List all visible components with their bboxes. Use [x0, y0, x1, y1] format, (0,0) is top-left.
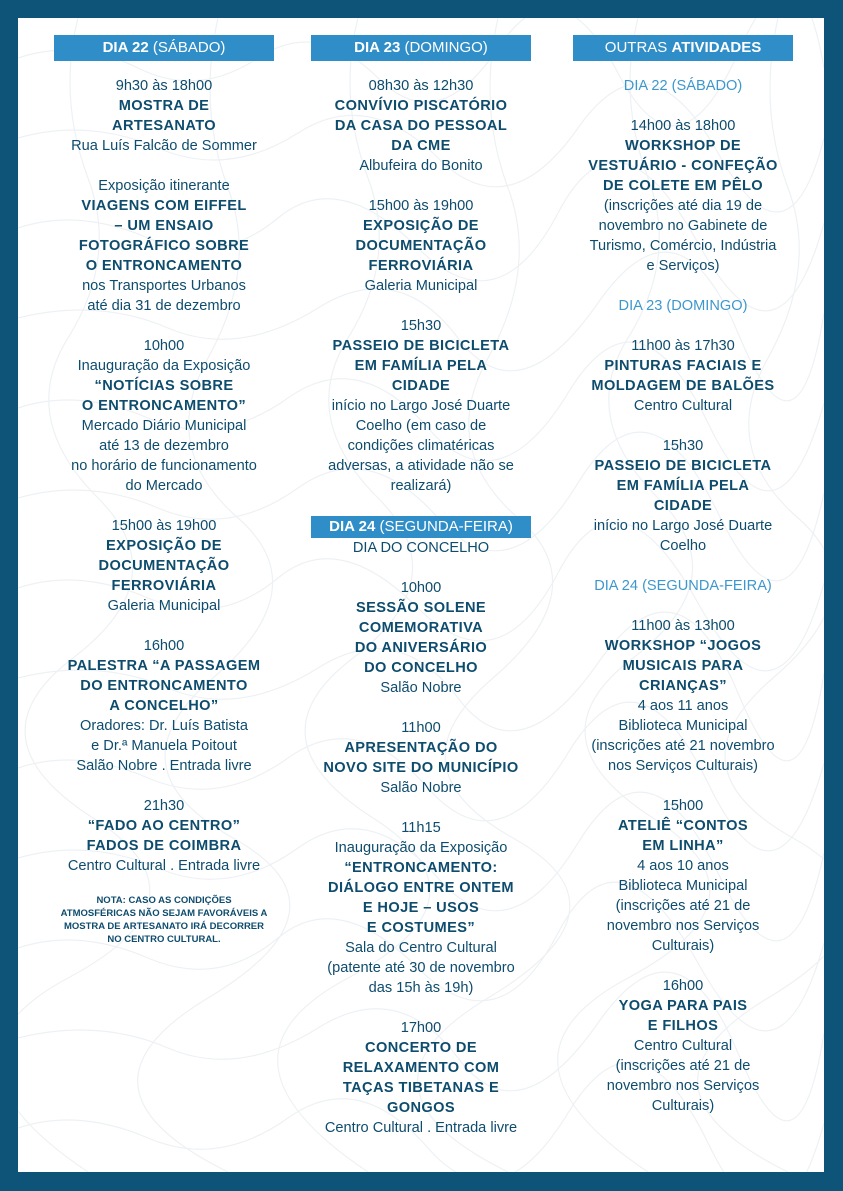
event-title: SESSÃO SOLENE — [355, 600, 487, 616]
event-title: EM FAMÍLIA PELA — [616, 478, 750, 494]
event-title: VIAGENS COM EIFFEL — [81, 198, 247, 214]
event-detail: condições climatéricas — [347, 438, 495, 454]
event-detail: Centro Cultural . Entrada livre — [67, 858, 261, 874]
day-subheading: DIA 23 (DOMINGO) — [618, 298, 748, 314]
event-title: EXPOSIÇÃO DE — [106, 538, 222, 554]
event-item — [573, 976, 793, 1116]
event-time: 15h00 — [662, 798, 704, 814]
event-title: WORKSHOP DE — [624, 138, 742, 154]
column-day-23 — [311, 35, 531, 1158]
event-title: CIDADE — [653, 498, 713, 514]
event-detail: Sala do Centro Cultural — [345, 940, 497, 956]
event-title: “ENTRONCAMENTO: — [344, 860, 498, 876]
event-title: COMEMORATIVA — [358, 620, 484, 636]
event-time: 9h30 às 18h00 — [115, 78, 213, 94]
event-title: FOTOGRÁFICO SOBRE — [78, 238, 250, 254]
event-item — [54, 176, 274, 316]
event-time: 11h00 às 17h30 — [631, 338, 735, 354]
event-title: PASSEIO DE BICICLETA — [332, 338, 510, 354]
event-detail: Centro Cultural — [633, 398, 733, 414]
event-item — [573, 116, 793, 276]
event-item — [311, 316, 531, 496]
event-detail: nos Serviços Culturais) — [607, 758, 759, 774]
event-title: E HOJE – USOS — [362, 900, 480, 916]
header-day-24 — [311, 516, 531, 538]
event-title: MOLDAGEM DE BALÕES — [591, 378, 775, 394]
header-day-22-rest: (SÁBADO) — [148, 39, 226, 56]
event-time: 11h15 — [401, 820, 441, 836]
event-detail: Turismo, Comércio, Indústria — [589, 238, 777, 254]
note-block — [54, 894, 274, 946]
event-time: Inauguração da Exposição — [77, 358, 251, 374]
event-title: CONCERTO DE — [365, 1040, 477, 1056]
column-day-22 — [54, 35, 274, 946]
event-item — [573, 336, 793, 416]
event-item — [54, 336, 274, 496]
event-detail: Oradores: Dr. Luís Batista — [80, 718, 248, 734]
event-title: FADOS DE COIMBRA — [86, 838, 242, 854]
event-time: 17h00 — [400, 1020, 442, 1036]
event-detail: 4 aos 11 anos — [637, 698, 729, 714]
event-title: E COSTUMES” — [366, 920, 476, 936]
event-item — [311, 718, 531, 798]
event-time: 10h00 — [400, 580, 442, 596]
event-detail: das 15h às 19h) — [368, 980, 474, 996]
header-day-22 — [54, 35, 274, 61]
event-title: CONVÍVIO PISCATÓRIO — [334, 98, 508, 114]
event-title: DOCUMENTAÇÃO — [98, 558, 230, 574]
event-detail: adversas, a atividade não se — [328, 458, 514, 474]
event-title: APRESENTAÇÃO DO — [344, 740, 498, 756]
event-title: DO ENTRONCAMENTO — [80, 678, 248, 694]
event-detail: (inscrições até 21 novembro — [591, 738, 775, 754]
event-item — [311, 818, 531, 998]
event-title: A CONCELHO” — [109, 698, 219, 714]
event-detail: Centro Cultural . Entrada livre — [324, 1120, 518, 1136]
header-other-activities — [573, 35, 793, 61]
event-title: EM FAMÍLIA PELA — [354, 358, 488, 374]
event-title: – UM ENSAIO — [114, 218, 214, 234]
event-title: O ENTRONCAMENTO — [85, 258, 243, 274]
event-title: MOSTRA DE — [118, 98, 210, 114]
event-title: DO ANIVERSÁRIO — [354, 640, 488, 656]
event-detail: novembro no Gabinete de — [598, 218, 768, 234]
header-day-23-rest: (DOMINGO) — [400, 39, 488, 56]
event-detail: Centro Cultural — [633, 1038, 733, 1054]
event-title: VESTUÁRIO - CONFEÇÃO — [588, 158, 778, 174]
program-page — [18, 18, 824, 1172]
day-subheading: DIA 24 (SEGUNDA-FEIRA) — [594, 578, 772, 594]
header-other-bold: ATIVIDADES — [671, 39, 762, 56]
event-title: “NOTÍCIAS SOBRE — [94, 378, 234, 394]
event-title: WORKSHOP “JOGOS — [604, 638, 762, 654]
event-time: 10h00 — [143, 338, 185, 354]
event-time: 08h30 às 12h30 — [368, 78, 474, 94]
event-detail: (inscrições até 21 de — [615, 898, 751, 914]
day-subheading: DIA 22 (SÁBADO) — [623, 78, 743, 94]
event-detail: (inscrições até 21 de — [615, 1058, 751, 1074]
event-detail: Coelho (em caso de — [355, 418, 487, 434]
event-detail: Culturais) — [651, 938, 715, 954]
header-day-24-rest: (SEGUNDA-FEIRA) — [375, 518, 513, 535]
column-other-activities — [573, 35, 793, 1136]
event-detail: novembro nos Serviços — [606, 1078, 760, 1094]
event-time: Exposição itinerante — [98, 178, 230, 194]
event-time: 15h30 — [400, 318, 442, 334]
event-detail: Culturais) — [651, 1098, 715, 1114]
event-title: “FADO AO CENTRO” — [87, 818, 241, 834]
event-item — [311, 1018, 531, 1138]
event-title: PASSEIO DE BICICLETA — [594, 458, 772, 474]
event-title: PINTURAS FACIAIS E — [604, 358, 762, 374]
event-detail: Mercado Diário Municipal — [81, 418, 247, 434]
event-title: NOVO SITE DO MUNICÍPIO — [323, 760, 519, 776]
header-day-23 — [311, 35, 531, 61]
event-time: 16h00 — [143, 638, 185, 654]
event-item — [573, 436, 793, 556]
header-day-22-bold: DIA 22 — [102, 39, 149, 56]
event-title: E FILHOS — [647, 1018, 719, 1034]
event-detail: início no Largo José Duarte — [593, 518, 773, 534]
event-item — [573, 616, 793, 776]
event-detail: 4 aos 10 anos — [637, 858, 729, 874]
event-title: MUSICAIS PARA — [622, 658, 744, 674]
event-detail: Galeria Municipal — [107, 598, 221, 614]
event-title: DA CASA DO PESSOAL — [334, 118, 508, 134]
event-detail: realizará) — [390, 478, 452, 494]
event-time: 11h00 às 13h00 — [631, 618, 735, 634]
event-detail: novembro nos Serviços — [606, 918, 760, 934]
note-line: NO CENTRO CULTURAL. — [107, 934, 221, 945]
event-detail: do Mercado — [125, 478, 203, 494]
event-detail: Coelho — [659, 538, 707, 554]
event-item — [54, 636, 274, 776]
header-other-rest: OUTRAS — [604, 39, 672, 56]
event-title: ATELIÊ “CONTOS — [618, 818, 748, 834]
event-time: 15h30 — [662, 438, 704, 454]
event-title: CIDADE — [391, 378, 451, 394]
event-time: 15h00 às 19h00 — [368, 198, 474, 214]
event-item — [311, 76, 531, 176]
event-time: 15h00 às 19h00 — [111, 518, 217, 534]
event-title: O ENTRONCAMENTO” — [81, 398, 247, 414]
note-line: ATMOSFÉRICAS NÃO SEJAM FAVORÁVEIS A — [60, 908, 268, 919]
event-title: FERROVIÁRIA — [111, 578, 217, 594]
event-time: 11h00 — [401, 720, 441, 736]
event-time: 21h30 — [143, 798, 185, 814]
event-title: GONGOS — [386, 1100, 456, 1116]
event-detail: Salão Nobre — [380, 680, 462, 696]
event-detail: (inscrições até dia 19 de — [603, 198, 763, 214]
event-detail: Rua Luís Falcão de Sommer — [71, 138, 257, 154]
event-title: CRIANÇAS” — [639, 678, 727, 694]
event-detail: e Dr.ª Manuela Poitout — [91, 738, 237, 754]
event-detail: e Serviços) — [646, 258, 720, 274]
event-detail: Salão Nobre — [380, 780, 462, 796]
event-title: DA CME — [391, 138, 451, 154]
note-line: MOSTRA DE ARTESANATO IRÁ DECORRER — [63, 921, 265, 932]
event-time: 14h00 às 18h00 — [630, 118, 736, 134]
event-time: Inauguração da Exposição — [334, 840, 508, 856]
header-day-24-bold: DIA 24 — [329, 518, 376, 535]
event-detail: Salão Nobre . Entrada livre — [76, 758, 252, 774]
event-title: ARTESANATO — [112, 118, 216, 134]
event-detail: (patente até 30 de novembro — [327, 960, 515, 976]
event-title: DIÁLOGO ENTRE ONTEM — [328, 880, 514, 896]
note-line: NOTA: CASO AS CONDIÇÕES — [96, 895, 232, 906]
event-detail: Galeria Municipal — [364, 278, 478, 294]
day-24-subtitle: DIA DO CONCELHO — [352, 540, 490, 556]
event-item — [311, 196, 531, 296]
event-item — [311, 578, 531, 698]
event-item — [54, 796, 274, 876]
event-title: EXPOSIÇÃO DE — [363, 218, 479, 234]
event-item — [54, 516, 274, 616]
event-title: PALESTRA “A PASSAGEM — [67, 658, 261, 674]
event-title: RELAXAMENTO COM — [342, 1060, 500, 1076]
event-detail: no horário de funcionamento — [71, 458, 257, 474]
event-detail: até 13 de dezembro — [99, 438, 229, 454]
event-detail: até dia 31 de dezembro — [87, 298, 241, 314]
event-title: DO CONCELHO — [364, 660, 478, 676]
header-day-23-bold: DIA 23 — [354, 39, 401, 56]
event-item — [573, 796, 793, 956]
event-title: EM LINHA” — [642, 838, 724, 854]
event-detail: Biblioteca Municipal — [618, 878, 748, 894]
event-time: 16h00 — [662, 978, 704, 994]
event-detail: Albufeira do Bonito — [359, 158, 483, 174]
event-detail: início no Largo José Duarte — [331, 398, 511, 414]
event-detail: nos Transportes Urbanos — [82, 278, 246, 294]
event-title: FERROVIÁRIA — [368, 258, 474, 274]
event-title: DOCUMENTAÇÃO — [355, 238, 487, 254]
event-title: TAÇAS TIBETANAS E — [342, 1080, 500, 1096]
event-item — [54, 76, 274, 156]
event-title: YOGA PARA PAIS — [618, 998, 748, 1014]
event-title: DE COLETE EM PÊLO — [602, 178, 764, 194]
event-detail: Biblioteca Municipal — [618, 718, 748, 734]
